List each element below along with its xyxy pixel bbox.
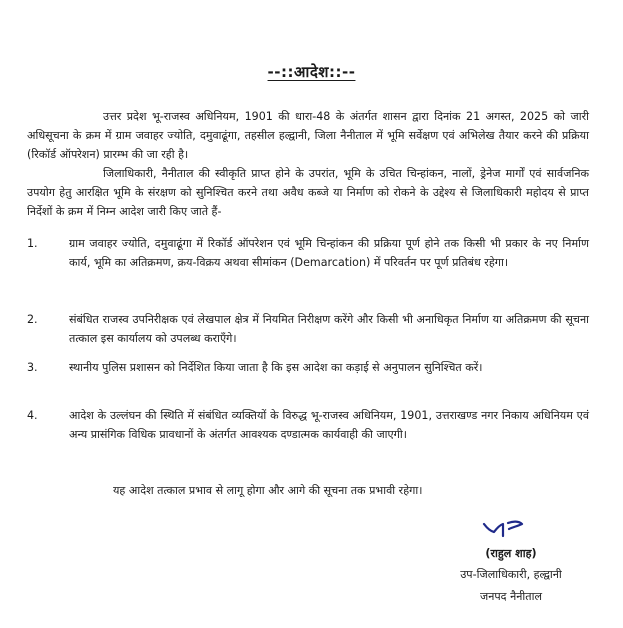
handwritten-signature bbox=[478, 515, 526, 541]
order-item-text: आदेश के उल्लंघन की स्थिति में संबंधित व्यक्तियों के विरुद्ध भू-राजस्व अधिनियम, 1901, उत्तराखण्ड नगर निकाय अधिनियम एवं अन्य प्रासंगिक विधिक प्रावधानों के अंतर्गत आवश्यक दण्डात्मक कार्यवाही की जाएगी। bbox=[69, 409, 589, 441]
directive-paragraph: जिलाधिकारी, नैनीताल की स्वीकृति प्राप्त होने के उपरांत, भूमि के उचित चिन्हांकन, नालों, ड्रेनेज मार्गों एवं सार्वजनिक उपयोग हेतु आरक्षित भूमि के संरक्षण को सुनिश्चित करने तथा अवैध कब्जे या निर्माण को रोकने के उद्देश्य से जिलाधिकारी महोदय से प्राप्त निर्देशों के क्रम में निम्न आदेश जारी किए जाते हैं- bbox=[27, 167, 589, 218]
signatory-name: (राहुल शाह) bbox=[485, 547, 537, 560]
order-heading: --::आदेश::-- bbox=[267, 63, 356, 81]
closing-statement: यह आदेश तत्काल प्रभाव से लागू होगा और आगे की सूचना तक प्रभावी रहेगा। bbox=[113, 484, 423, 497]
order-item-text: स्थानीय पुलिस प्रशासन को निर्देशित किया जाता है कि इस आदेश का कड़ाई से अनुपालन सुनिश्चित करें। bbox=[69, 361, 483, 374]
signature-stroke bbox=[484, 522, 522, 536]
order-item-number: 2. bbox=[27, 313, 38, 326]
signatory-designation: उप-जिलाधिकारी, हल्द्वानी bbox=[460, 568, 562, 581]
order-item-text: संबंधित राजस्व उपनिरीक्षक एवं लेखपाल क्षेत्र में नियमित निरीक्षण करेंगे और किसी भी अनाधिकृत निर्माण या अतिक्रमण की सूचना तत्काल इस कार्यालय को उपलब्ध कराएँगे। bbox=[69, 313, 589, 345]
signatory-district: जनपद नैनीताल bbox=[479, 590, 542, 603]
order-item-number: 4. bbox=[27, 409, 38, 422]
order-item-text: ग्राम जवाहर ज्योति, दमुवाढूंगा में रिकॉर्ड ऑपरेशन एवं भूमि चिन्हांकन की प्रक्रिया पूर्ण होने तक किसी भी प्रकार के नए निर्माण कार्य, भूमि का अतिक्रमण, क्रय-विक्रय अथवा सीमांकन (Demarcation) में परिवर्तन पर पूर्ण प्रतिबंध रहेगा। bbox=[69, 237, 589, 269]
order-item-number: 3. bbox=[27, 361, 38, 374]
order-item-number: 1. bbox=[27, 237, 38, 250]
intro-paragraph: उत्तर प्रदेश भू-राजस्व अधिनियम, 1901 की धारा-48 के अंतर्गत शासन द्वारा दिनांक 21 अगस्त, 2025 को जारी अधिसूचना के क्रम में ग्राम जवाहर ज्योति, दमुवाढूंगा, तहसील हल्द्वानी, जिला नैनीताल में भूमि सर्वेक्षण एवं अभिलेख तैयार करने की प्रक्रिया (रिकॉर्ड ऑपरेशन) प्रारम्भ की जा रही है। bbox=[27, 110, 589, 161]
